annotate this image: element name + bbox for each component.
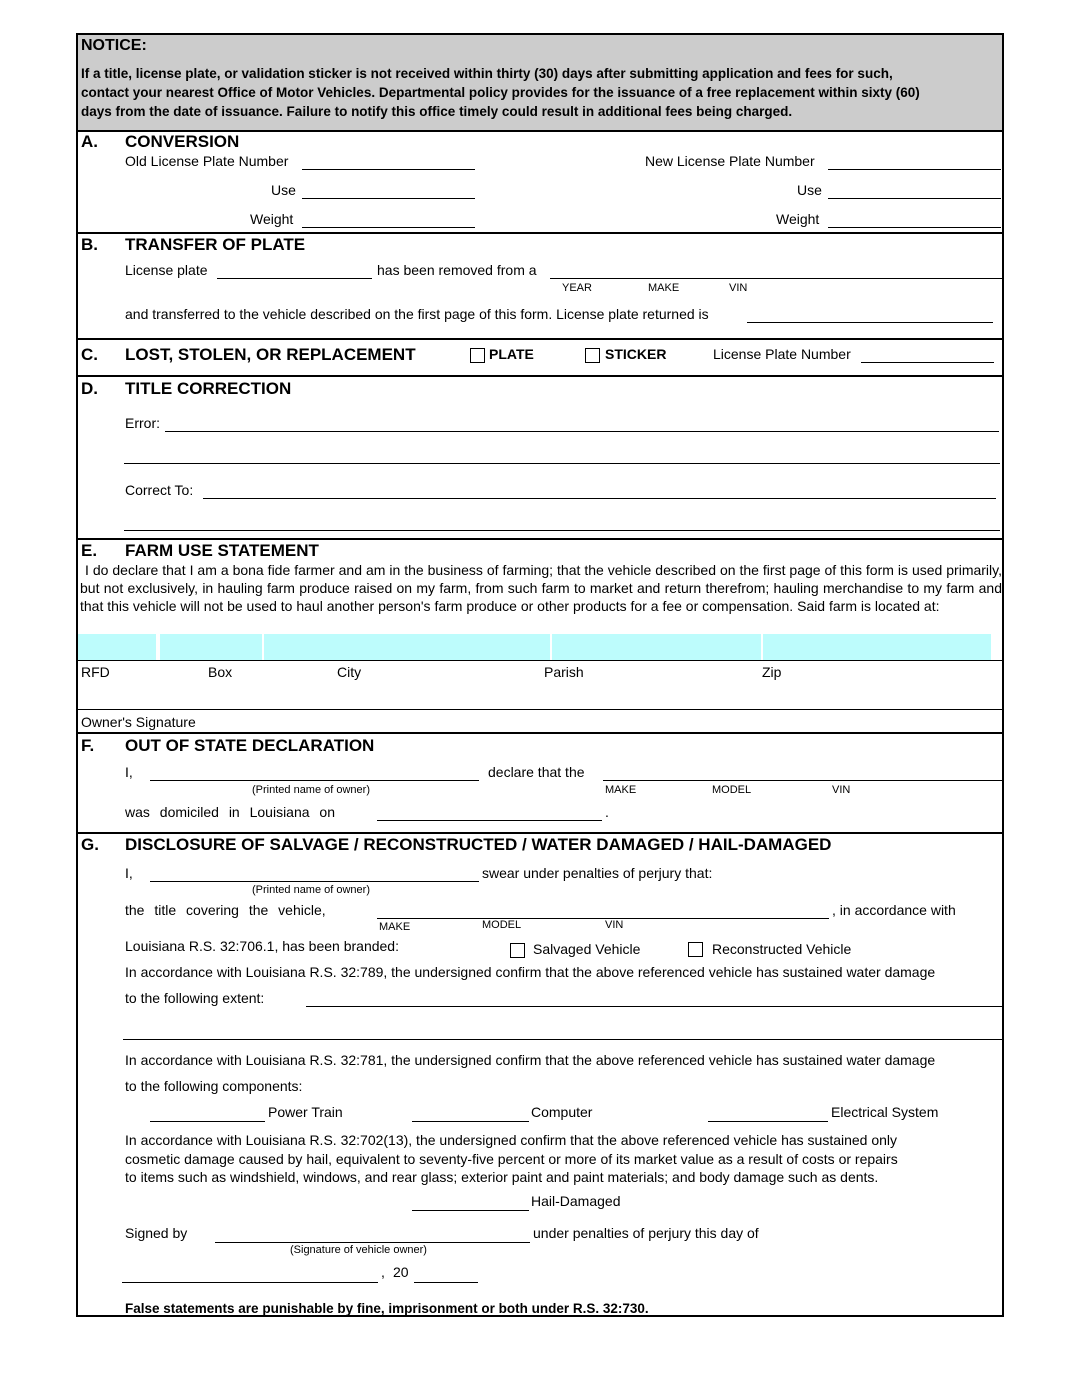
electrical-system-field[interactable] <box>708 1121 828 1122</box>
f-vin-caption: VIN <box>832 784 851 796</box>
new-use-field[interactable] <box>828 198 1001 199</box>
false-statements-text: False statements are punishable by fine, imprisonment or both under R.S. 32:730. <box>125 1301 649 1316</box>
vin-caption: VIN <box>729 282 748 294</box>
f-printed-name-caption: (Printed name of owner) <box>252 784 370 796</box>
box-input[interactable] <box>160 634 262 660</box>
salvaged-vehicle-checkbox[interactable] <box>510 943 525 958</box>
year-prefix: 20 <box>393 1264 409 1280</box>
old-use-label: Use <box>271 182 296 198</box>
transferred-label: and transferred to the vehicle described on the first page of this form. License plate returned is <box>125 306 709 322</box>
swear-label: swear under penalties of perjury that: <box>482 865 713 881</box>
divider-e-f <box>78 732 1002 734</box>
new-plate-field[interactable] <box>828 169 1001 170</box>
extent-label: to the following extent: <box>125 990 265 1006</box>
notice-title: NOTICE: <box>81 37 147 54</box>
sticker-checkbox-label: STICKER <box>605 346 667 362</box>
g-model-caption: MODEL <box>482 919 522 931</box>
signed-by-label: Signed by <box>125 1225 188 1241</box>
g-vin-caption: VIN <box>605 919 624 931</box>
power-train-label: Power Train <box>268 1104 343 1120</box>
notice-line-2: contact your nearest Office of Motor Vehicles. Departmental policy provides for the issuance of a free replacement within sixty (60) <box>81 85 920 100</box>
g-printed-name-field[interactable] <box>150 881 479 882</box>
new-weight-field[interactable] <box>828 227 1001 228</box>
f-vehicle-field[interactable] <box>603 780 1003 781</box>
section-f-title: OUT OF STATE DECLARATION <box>125 736 375 755</box>
year-field[interactable] <box>414 1282 478 1283</box>
notice-line-3: days from the date of issuance. Failure to notify this office timely could result in additional fees being charged. <box>81 104 793 119</box>
domiciled-period: . <box>605 804 609 820</box>
domiciled-date-field[interactable] <box>377 820 602 821</box>
extent-field-1[interactable] <box>306 1006 1002 1007</box>
zip-label: Zip <box>762 664 782 680</box>
year-caption: YEAR <box>562 282 592 294</box>
declare-label: declare that the <box>488 764 585 780</box>
components-label: to the following components: <box>125 1078 303 1094</box>
old-use-field[interactable] <box>302 198 475 199</box>
owner-signature-field[interactable] <box>78 709 1002 710</box>
zip-input[interactable] <box>763 634 991 660</box>
water-781-text: In accordance with Louisiana R.S. 32:781, the undersigned confirm that the above referenced vehicle has sustained water damage <box>125 1052 936 1068</box>
computer-field[interactable] <box>412 1121 529 1122</box>
notice-box <box>78 35 1002 132</box>
new-plate-label: New License Plate Number <box>645 153 815 169</box>
section-f-letter: F. <box>81 736 95 755</box>
g-printed-name-caption: (Printed name of owner) <box>252 884 370 896</box>
divider-f-g <box>78 832 1002 834</box>
owner-signature-label: Owner's Signature <box>81 714 196 730</box>
divider-c-d <box>78 375 1002 377</box>
box-label: Box <box>208 664 233 680</box>
correct-to-field-1[interactable] <box>203 498 996 499</box>
power-train-field[interactable] <box>150 1121 265 1122</box>
section-b-title: TRANSFER OF PLATE <box>125 235 306 254</box>
correct-to-field-2[interactable] <box>124 530 1000 531</box>
address-baseline <box>78 660 1002 661</box>
section-e-letter: E. <box>81 541 98 560</box>
section-b-letter: B. <box>81 235 98 254</box>
parish-label: Parish <box>544 664 584 680</box>
section-g-title: DISCLOSURE OF SALVAGE / RECONSTRUCTED / WATER DAMAGED / HAIL-DAMAGED <box>125 835 832 854</box>
parish-input[interactable] <box>552 634 761 660</box>
sticker-checkbox[interactable] <box>585 348 600 363</box>
section-c-letter: C. <box>81 345 98 364</box>
license-plate-field[interactable] <box>217 278 372 279</box>
plate-checkbox[interactable] <box>470 348 485 363</box>
hail-text-line-2: cosmetic damage caused by hail, equivalent to seventy-five percent or more of its market value as a result of costs or repairs <box>125 1151 898 1167</box>
old-weight-field[interactable] <box>302 227 475 228</box>
error-field-2[interactable] <box>124 463 1000 464</box>
rfd-label: RFD <box>81 664 110 680</box>
old-plate-label: Old License Plate Number <box>125 153 289 169</box>
owner-signature-g-field[interactable] <box>215 1242 530 1243</box>
reconstructed-vehicle-checkbox[interactable] <box>688 942 703 957</box>
error-field-1[interactable] <box>165 431 999 432</box>
domiciled-label: was domiciled in Louisiana on <box>125 804 335 820</box>
title-covering-label: the title covering the vehicle, <box>125 902 326 918</box>
hail-text-line-1: In accordance with Louisiana R.S. 32:702(13), the undersigned confirm that the above referenced vehicle has sustained only <box>125 1132 898 1148</box>
license-plate-label: License plate <box>125 262 208 278</box>
f-i-label: I, <box>125 764 133 780</box>
hail-damaged-field[interactable] <box>412 1210 529 1211</box>
section-a-letter: A. <box>81 132 98 151</box>
lost-plate-number-label: License Plate Number <box>713 346 851 362</box>
reconstructed-vehicle-label: Reconstructed Vehicle <box>712 941 852 957</box>
vehicle-year-make-vin-field[interactable] <box>550 278 1003 279</box>
f-model-caption: MODEL <box>712 784 752 796</box>
signature-owner-caption: (Signature of vehicle owner) <box>290 1244 427 1256</box>
make-caption: MAKE <box>648 282 680 294</box>
notice-line-1: If a title, license plate, or validation sticker is not received within thirty (30) days after submitting application and fees for such, <box>81 66 893 81</box>
old-plate-field[interactable] <box>302 169 475 170</box>
correct-to-label: Correct To: <box>125 482 194 498</box>
date-comma: , <box>381 1264 385 1280</box>
new-weight-label: Weight <box>776 211 820 227</box>
section-g-letter: G. <box>81 835 99 854</box>
lost-plate-number-field[interactable] <box>861 362 994 363</box>
salvaged-vehicle-label: Salvaged Vehicle <box>533 941 641 957</box>
removed-from-label: has been removed from a <box>377 262 537 278</box>
plate-returned-field[interactable] <box>747 322 993 323</box>
error-label: Error: <box>125 415 160 431</box>
section-c-title: LOST, STOLEN, OR REPLACEMENT <box>125 345 416 364</box>
extent-field-2[interactable] <box>123 1039 1002 1040</box>
hail-damaged-label: Hail-Damaged <box>531 1193 621 1209</box>
accordance-label: , in accordance with <box>832 902 956 918</box>
electrical-system-label: Electrical System <box>831 1104 939 1120</box>
farm-use-statement: I do declare that I am a bona fide farmer and am in the business of farming; that the vehicle described on the first page of this form is used primarily, but not exclusively, in hauling farm produce raised on my farm, from such farm to market and return therefrom; hauling merchandise to my farm and that this vehicle will not be used to haul another person's farm produce or other products for a fee or compensation. Said farm is located at: <box>80 562 1002 614</box>
hail-text-line-3: to items such as windshield, windows, and rear glass; exterior paint and paint materials; and body damage such as dents. <box>125 1169 879 1185</box>
section-a-title: CONVERSION <box>125 132 240 151</box>
g-i-label: I, <box>125 865 133 881</box>
old-weight-label: Weight <box>250 211 294 227</box>
plate-checkbox-label: PLATE <box>489 346 534 362</box>
new-use-label: Use <box>797 182 822 198</box>
section-d-letter: D. <box>81 379 98 398</box>
divider-b-c <box>78 338 1002 340</box>
water-789-text: In accordance with Louisiana R.S. 32:789, the undersigned confirm that the above referenced vehicle has sustained water damage <box>125 964 936 980</box>
rfd-input[interactable] <box>78 634 156 660</box>
computer-label: Computer <box>531 1104 593 1120</box>
f-make-caption: MAKE <box>605 784 637 796</box>
divider-d-e <box>78 538 1002 540</box>
date-day-field[interactable] <box>122 1282 378 1283</box>
divider-a-b <box>78 232 1002 234</box>
g-make-caption: MAKE <box>379 921 411 933</box>
branded-label: Louisiana R.S. 32:706.1, has been branded: <box>125 938 399 954</box>
f-printed-name-field[interactable] <box>150 780 479 781</box>
section-d-title: TITLE CORRECTION <box>125 379 292 398</box>
form-page <box>76 33 1004 1317</box>
city-label: City <box>337 664 362 680</box>
g-vehicle-field[interactable] <box>377 918 829 919</box>
section-e-title: FARM USE STATEMENT <box>125 541 319 560</box>
perjury-day-label: under penalties of perjury this day of <box>533 1225 759 1241</box>
city-input[interactable] <box>264 634 550 660</box>
